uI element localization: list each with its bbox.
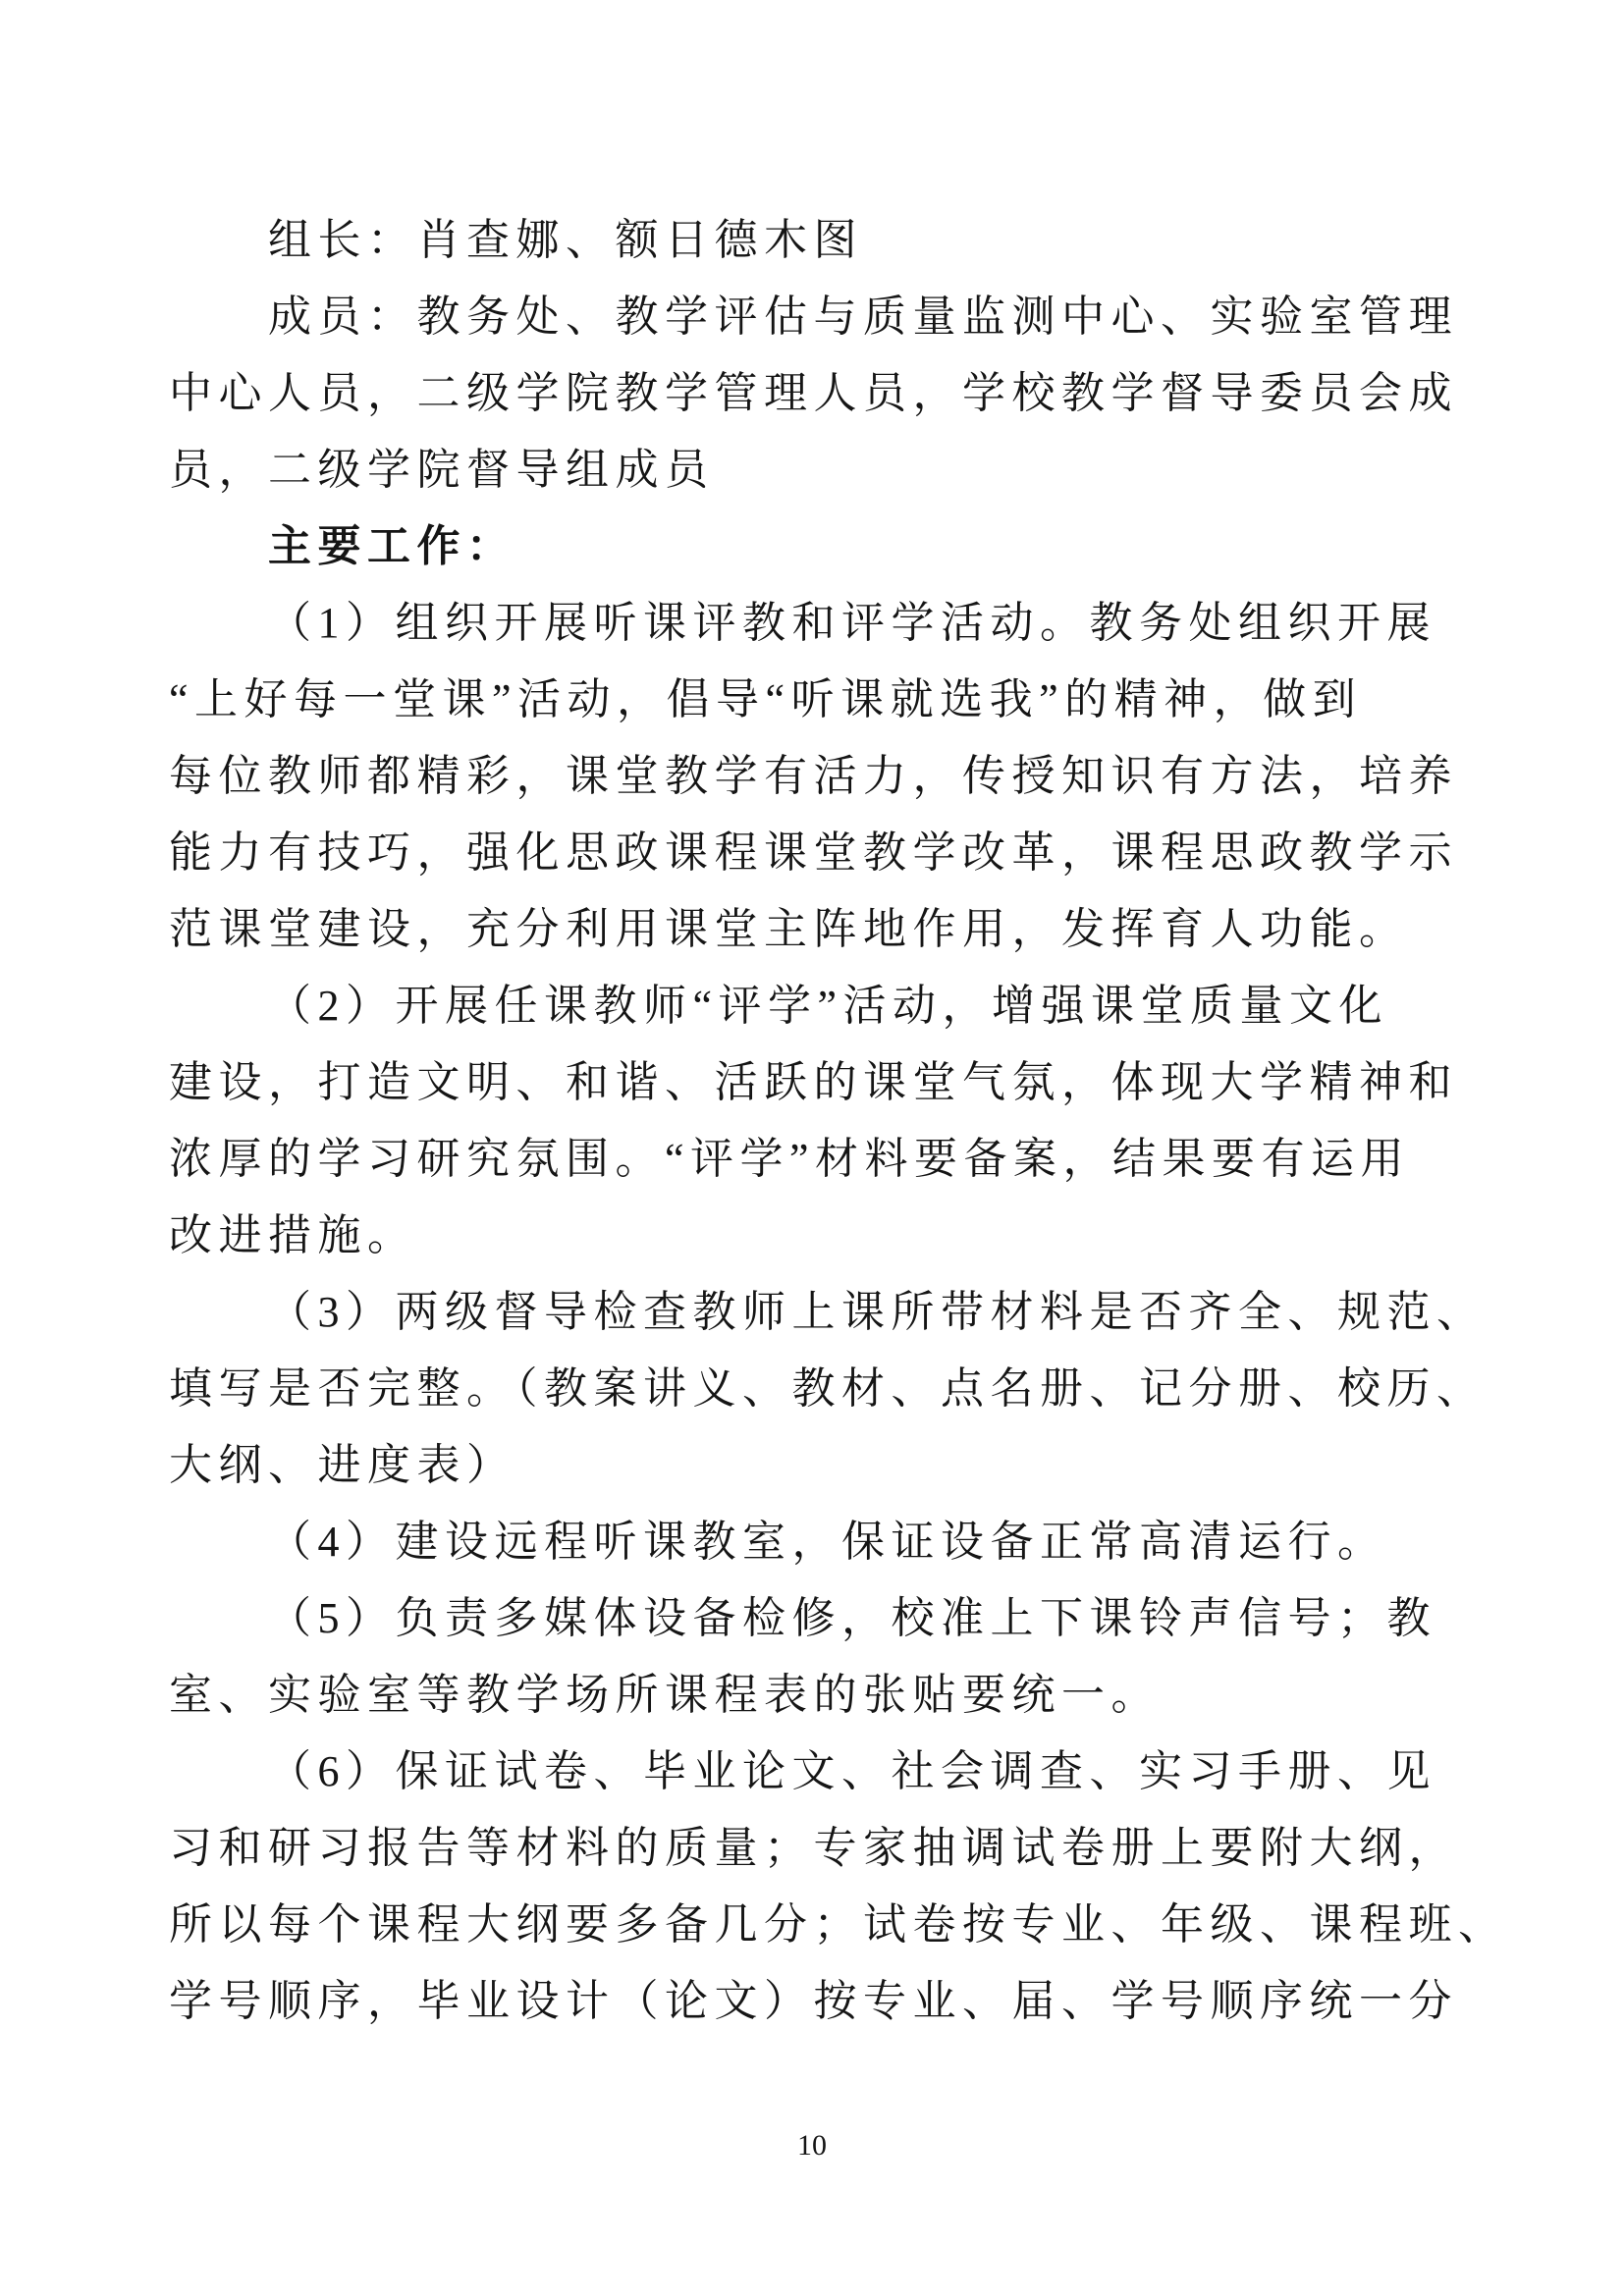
text-line: 组长：肖查娜、额日德木图 <box>268 216 863 264</box>
text-line: “上好每一堂课”活动，倡导“听课就选我”的精神，做到 <box>169 675 1363 723</box>
text-line: 范课堂建设，充分利用课堂主阵地作用，发挥育人功能。 <box>169 905 1409 953</box>
section-heading: 主要工作： <box>268 522 516 570</box>
text-line: 建设，打造文明、和谐、活跃的课堂气氛，体现大学精神和 <box>169 1058 1458 1106</box>
text-line: （4）建设远程听课教室，保证设备正常高清运行。 <box>268 1518 1387 1566</box>
text-line: 中心人员，二级学院教学管理人员，学校教学督导委员会成 <box>169 369 1458 417</box>
text-line: 所以每个课程大纲要多备几分；试卷按专业、年级、课程班、 <box>169 1900 1508 1949</box>
text-line: 改进措施。 <box>169 1211 417 1259</box>
text-line: （3）两级督导检查教师上课所带材料是否齐全、规范、 <box>268 1288 1487 1336</box>
text-line: （1）组织开展听课评教和评学活动。教务处组织开展 <box>268 599 1436 647</box>
text-line: 填写是否完整。（教案讲义、教材、点名册、记分册、校历、 <box>169 1364 1487 1413</box>
text-line: 员，二级学院督导组成员 <box>169 446 715 494</box>
text-line: 浓厚的学习研究氛围。“评学”材料要备案，结果要有运用 <box>169 1135 1411 1183</box>
text-line: 室、实验室等教学场所课程表的张贴要统一。 <box>169 1671 1161 1719</box>
text-line: （5）负责多媒体设备检修，校准上下课铃声信号；教 <box>268 1594 1436 1642</box>
text-line: 大纲、进度表） <box>169 1441 516 1489</box>
text-line: 成员：教务处、教学评估与质量监测中心、实验室管理 <box>268 293 1458 341</box>
text-line: 习和研习报告等材料的质量；专家抽调试卷册上要附大纲， <box>169 1824 1458 1872</box>
text-line: （2）开展任课教师“评学”活动，增强课堂质量文化 <box>268 982 1389 1030</box>
text-line: 每位教师都精彩，课堂教学有活力，传授知识有方法，培养 <box>169 752 1458 800</box>
text-line: 学号顺序，毕业设计（论文）按专业、届、学号顺序统一分 <box>169 1977 1458 2025</box>
document-body <box>169 202 1508 2040</box>
text-line: （6）保证试卷、毕业论文、社会调查、实习手册、见 <box>268 1747 1436 1795</box>
page-number: 10 <box>797 2129 827 2162</box>
text-line: 能力有技巧，强化思政课程课堂教学改革，课程思政教学示 <box>169 828 1458 877</box>
